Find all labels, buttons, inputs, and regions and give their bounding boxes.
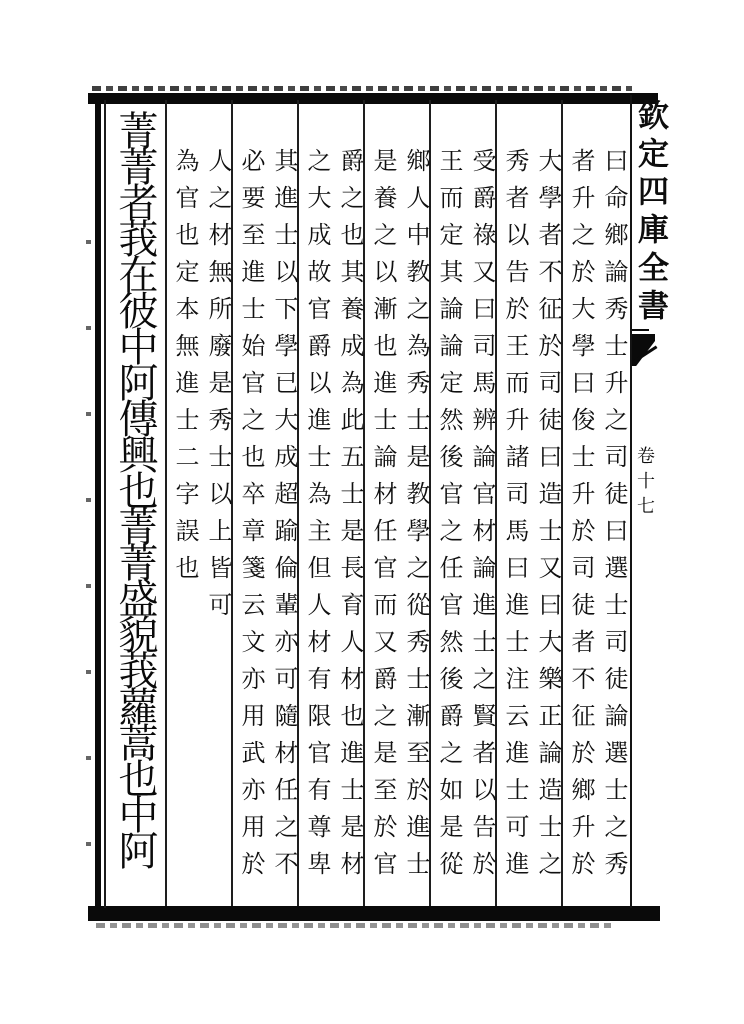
text-column-1 bbox=[563, 104, 629, 906]
text-column-6 bbox=[233, 104, 299, 906]
column-6-line-2: 必要至進士始官之也卒章箋云文亦用武亦用於 bbox=[237, 148, 263, 888]
frame-top-ragged-edge bbox=[92, 86, 632, 91]
main-text-column: 菁菁者莪在彼中阿傳興也菁菁盛貌莪蘿蒿也中阿 bbox=[113, 110, 158, 866]
text-column-7 bbox=[167, 104, 233, 906]
frame-bottom-ragged-edge bbox=[96, 923, 616, 928]
column-2-line-1: 大學者不征於司徒曰造士又曰大樂正論造士之 bbox=[534, 148, 560, 888]
column-7-line-1: 人之材無所廢是秀士以上皆可 bbox=[204, 148, 230, 629]
column-3-line-1: 受爵祿又曰司馬辨論官材論進士之賢者以告於 bbox=[468, 148, 494, 888]
column-4-line-1: 鄉人中教之為秀士是教學之從秀士漸至於進士 bbox=[402, 148, 428, 888]
banxin-book-title: 欽定四庫全書 bbox=[633, 99, 668, 327]
column-4-line-2: 是養之以漸也進士論材任官而又爵之是至於官 bbox=[369, 148, 395, 888]
column-5-line-1: 爵之也其養成為此五士是長育人材也進士是材 bbox=[336, 148, 362, 888]
frame-top-border bbox=[88, 93, 658, 104]
text-column-4 bbox=[365, 104, 431, 906]
column-1-line-2: 者升之於大學曰俊士升於司徒者不征於鄉升於 bbox=[567, 148, 593, 888]
frame-left-border bbox=[95, 95, 101, 913]
column-1-line-1: 曰命鄉論秀士升之司徒曰選士司徒論選士之秀 bbox=[600, 148, 626, 888]
fish-tail-mark bbox=[632, 329, 649, 331]
volume-label: 卷十七 bbox=[635, 446, 655, 521]
text-column-2 bbox=[497, 104, 563, 906]
frame-bottom-border bbox=[88, 906, 660, 921]
column-5-line-2: 之大成故官爵以進士為主但人材有限官有尊卑 bbox=[303, 148, 329, 888]
text-column-3 bbox=[431, 104, 497, 906]
page-bleed-marks bbox=[86, 240, 91, 880]
text-column-5 bbox=[299, 104, 365, 906]
column-3-line-2: 王而定其論論定然後官之任官然後爵之如是從 bbox=[435, 148, 461, 888]
column-6-line-1: 其進士以下學已大成超踰倫輩亦可隨材任之不 bbox=[270, 148, 296, 888]
column-7-line-2: 為官也定本無進士二字誤也 bbox=[171, 148, 197, 592]
column-2-line-2: 秀者以告於王而升諸司馬曰進士注云進士可進 bbox=[501, 148, 527, 888]
